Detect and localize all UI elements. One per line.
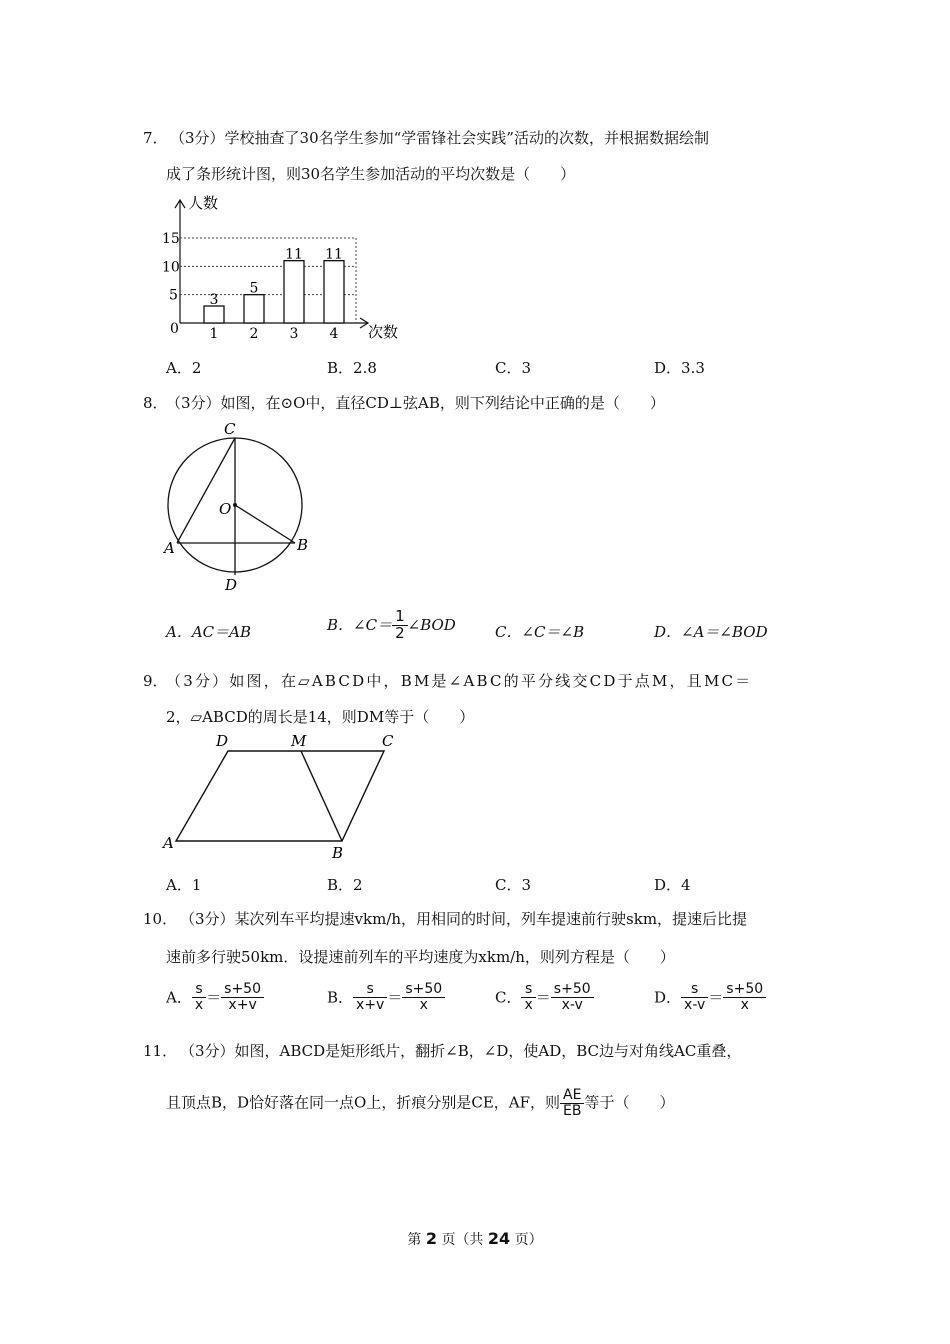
q11-text-line2: [166, 1088, 675, 1118]
q11-line2-prefix: 且顶点B，D恰好落在同一点O上，折痕分别是CE，AF，则: [166, 1093, 561, 1112]
footer-total-pages: 24: [487, 1229, 511, 1248]
q7-number: 7．: [143, 129, 168, 147]
bar: [204, 306, 224, 323]
q9-option-a: A．1: [166, 876, 202, 894]
y-tick-label: 10: [162, 259, 180, 276]
denominator: x+v: [228, 996, 257, 1013]
label-d: D: [225, 576, 238, 594]
q9-text-line2: 2，▱ABCD的周长是14，则DM等于（ ）: [166, 708, 475, 726]
q10-option-d: [654, 982, 766, 1012]
equals-sign: ＝: [708, 988, 724, 1007]
q11-fraction: [560, 1088, 584, 1118]
label-b: B: [332, 844, 344, 862]
q9-number: 9．: [143, 672, 168, 690]
q10-option-a: [166, 982, 264, 1012]
q9-option-b: B．2: [327, 876, 363, 894]
q9-option-d: D．4: [654, 876, 691, 894]
q10-option-a-left-fraction: [192, 982, 206, 1012]
center-point: [233, 503, 237, 507]
segment-bm: [301, 751, 342, 841]
denominator: x: [194, 996, 204, 1013]
footer-middle: 页（共: [441, 1232, 484, 1248]
q7-option-b: B．2.8: [327, 359, 377, 377]
label-m: M: [291, 732, 307, 750]
numerator: s+50: [221, 982, 264, 998]
q8-number: 8．: [143, 394, 168, 412]
equals-sign: ＝: [387, 988, 403, 1007]
label-d: D: [216, 732, 229, 750]
equals-sign: ＝: [535, 988, 551, 1007]
numerator: s: [521, 982, 535, 998]
segment-ac: [177, 438, 235, 543]
bar-data-label: 3: [209, 292, 219, 308]
q8-option-c: C．∠C＝∠B: [495, 623, 585, 641]
q10-text-line2: 速前多行驶50km．设提速前列车的平均速度为xkm/h，则列方程是（ ）: [166, 948, 675, 966]
q10-option-d-right-fraction: [723, 982, 766, 1012]
parallelogram-abcd: [176, 751, 384, 841]
q8-option-b-suffix: ∠BOD: [407, 615, 456, 634]
numerator: s: [353, 982, 387, 998]
q7-option-d: D．3.3: [654, 359, 705, 377]
footer-page-number: 2: [425, 1229, 437, 1248]
q8-option-b-fraction: [392, 609, 408, 642]
label-o: O: [219, 500, 232, 518]
x-tick-label: 4: [329, 326, 339, 342]
label-a: A: [163, 834, 174, 852]
x-tick-label: 3: [289, 326, 299, 342]
label-c: C: [382, 732, 394, 750]
y-tick-label: 0: [170, 321, 179, 337]
denominator: x: [524, 996, 533, 1013]
footer-prefix: 第: [407, 1232, 422, 1248]
bar-data-label: 11: [325, 246, 343, 263]
denominator: EB: [563, 1102, 582, 1119]
denominator: x-v: [684, 996, 706, 1013]
footer-suffix: 页）: [514, 1232, 543, 1248]
q10-option-c: [495, 982, 594, 1012]
q8-option-b-numerator: 1: [392, 609, 408, 626]
q10-text-line1: （3分）某次列车平均提速vkm/h，用相同的时间，列车提速前行驶skm，提速后比提: [180, 910, 748, 928]
segment-ob: [235, 505, 295, 543]
y-axis-label: 人数: [188, 194, 219, 212]
q7-bar-chart: [160, 193, 410, 343]
label-b: B: [297, 536, 309, 554]
q10-number: 10．: [143, 910, 178, 928]
equals-sign: ＝: [206, 988, 222, 1007]
q7-option-a: A．2: [166, 359, 202, 377]
page-footer: [0, 1229, 950, 1249]
numerator: s+50: [551, 982, 594, 998]
q10-option-a-right-fraction: [221, 982, 264, 1012]
q7-text-line2: 成了条形统计图，则30名学生参加活动的平均次数是（ ）: [166, 165, 576, 183]
q11-number: 11．: [143, 1042, 178, 1060]
denominator: x: [419, 996, 428, 1013]
q10-option-d-label: D．: [654, 988, 682, 1007]
x-tick-label: 1: [209, 326, 219, 342]
q11-text-line1: （3分）如图，ABCD是矩形纸片，翻折∠B，∠D，使AD，BC边与对角线AC重叠，: [180, 1042, 742, 1060]
label-a: A: [164, 539, 175, 557]
numerator: s: [681, 982, 708, 998]
numerator: AE: [560, 1088, 584, 1104]
numerator: s+50: [402, 982, 445, 998]
q8-option-b-denominator: 2: [395, 623, 405, 642]
label-c: C: [224, 420, 236, 438]
q8-option-b: [327, 609, 456, 642]
q10-option-b: [327, 982, 445, 1012]
numerator: s+50: [723, 982, 766, 998]
q7-text-line1: （3分）学校抽查了30名学生参加“学雷锋社会实践”活动的次数，并根据数据绘制: [170, 129, 709, 147]
q10-option-b-label: B．: [327, 988, 354, 1007]
q9-text-line1: （3分）如图，在▱ABCD中，BM是∠ABC的平分线交CD于点M，且MC＝: [166, 672, 753, 690]
q10-option-b-left-fraction: [353, 982, 387, 1012]
y-tick-label: 15: [162, 231, 180, 247]
bar: [284, 261, 304, 323]
q10-option-c-right-fraction: [551, 982, 594, 1012]
q10-option-d-left-fraction: [681, 982, 708, 1012]
x-axis-label: 次数: [368, 323, 399, 341]
q8-option-b-prefix: B．∠C＝: [327, 615, 393, 634]
q8-option-d: D．∠A＝∠BOD: [654, 623, 768, 641]
q10-option-b-right-fraction: [402, 982, 445, 1012]
q10-option-c-left-fraction: [521, 982, 535, 1012]
denominator: x: [740, 996, 749, 1013]
numerator: s: [192, 982, 206, 998]
y-tick-label: 5: [169, 287, 178, 304]
q8-text: （3分）如图，在⊙O中，直径CD⊥弦AB，则下列结论中正确的是（ ）: [166, 394, 665, 412]
q10-option-c-label: C．: [495, 988, 522, 1007]
q8-circle-figure: [160, 418, 320, 596]
q11-line2-suffix: 等于（ ）: [584, 1093, 675, 1112]
bar: [244, 295, 264, 323]
q7-option-c: C．3: [495, 359, 532, 377]
q9-option-c: C．3: [495, 876, 532, 894]
q10-option-a-label: A．: [166, 988, 192, 1007]
denominator: x-v: [561, 996, 583, 1013]
q8-option-a: A．AC＝AB: [166, 623, 251, 641]
x-tick-label: 2: [249, 326, 259, 342]
denominator: x+v: [356, 996, 385, 1013]
bar-data-label: 5: [249, 280, 259, 297]
bar-data-label: 11: [285, 246, 303, 263]
bar: [324, 261, 344, 323]
q9-parallelogram-figure: [160, 732, 400, 862]
